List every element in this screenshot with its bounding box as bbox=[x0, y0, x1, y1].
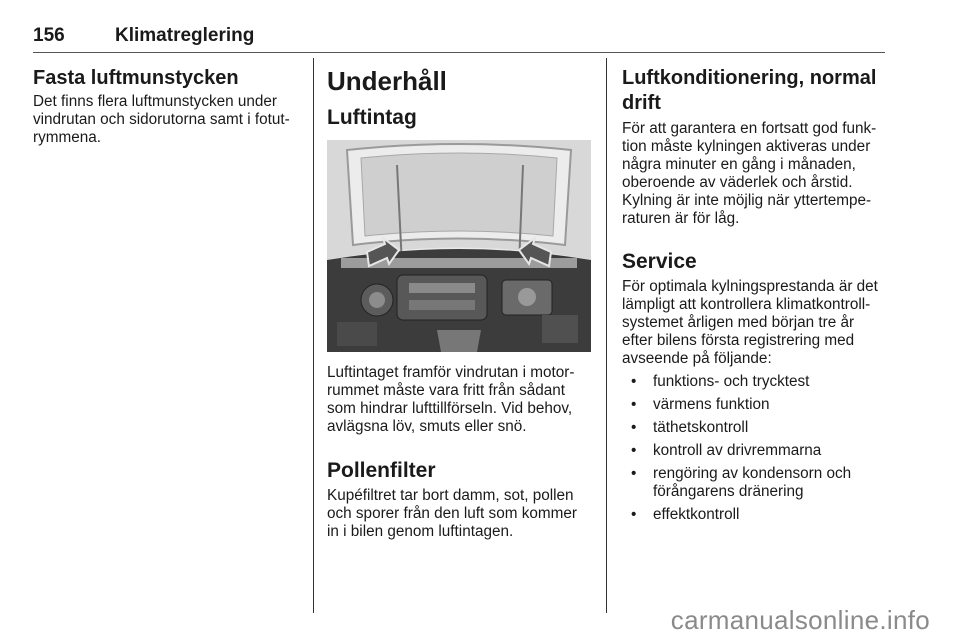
section-title-service: Service bbox=[622, 250, 697, 273]
engine-bay-photo bbox=[327, 140, 591, 352]
list-item: • kontroll av drivremmarna bbox=[631, 442, 822, 459]
page-header bbox=[33, 25, 885, 51]
list-item: • effektkontroll bbox=[631, 506, 740, 523]
text-line: systemet årligen med början tre år bbox=[622, 314, 855, 331]
section-title-air-conditioning bbox=[622, 66, 888, 116]
air-intake-text bbox=[327, 364, 592, 436]
text-line: några minuter en gång i månaden, bbox=[622, 156, 856, 173]
fixed-vents-text bbox=[33, 93, 303, 147]
text-line: vindrutan och sidorutorna samt i fotut- bbox=[33, 111, 290, 128]
chapter-title: Klimatreglering bbox=[115, 25, 255, 46]
section-title-maintenance: Underhåll bbox=[327, 66, 447, 96]
text-line: rymmena. bbox=[33, 129, 101, 146]
section-title-fixed-vents: Fasta luftmunstycken bbox=[33, 67, 239, 89]
list-item: • värmens funktion bbox=[631, 396, 770, 413]
subsection-title-pollen-filter: Pollenfilter bbox=[327, 459, 436, 482]
subsection-title-air-intake: Luftintag bbox=[327, 106, 417, 129]
text-line: lämpligt att kontrollera klimatkontroll- bbox=[622, 296, 871, 313]
text-line: Kupéfiltret tar bort damm, sot, pollen bbox=[327, 487, 574, 504]
list-item: • rengöring av kondensorn och förångarens dränering bbox=[631, 465, 852, 500]
column-divider-1 bbox=[313, 58, 314, 613]
text-line: rummet måste vara fritt från sådant bbox=[327, 382, 566, 399]
text-line: För optimala kylningsprestanda är det bbox=[622, 278, 878, 295]
text-line: efter bilens första registrering med bbox=[622, 332, 855, 349]
title-line: Luftkonditionering, normal bbox=[622, 67, 877, 89]
column-divider-2 bbox=[606, 58, 607, 613]
header-rule bbox=[33, 52, 885, 53]
watermark: carmanualsonline.info bbox=[670, 605, 930, 635]
text-line: avseende på följande: bbox=[622, 350, 772, 367]
air-conditioning-text bbox=[622, 120, 888, 228]
text-line: oberoende av väderlek och årstid. bbox=[622, 174, 853, 191]
service-checklist bbox=[622, 373, 888, 524]
service-text bbox=[622, 278, 888, 368]
bullet-icon: • bbox=[631, 442, 637, 459]
column-3 bbox=[622, 66, 888, 524]
bullet-icon: • bbox=[631, 419, 637, 436]
column-2-lower bbox=[327, 364, 592, 541]
text-line: och sporer från den luft som kommer bbox=[327, 505, 577, 522]
pollen-filter-text bbox=[327, 487, 592, 541]
title-line: drift bbox=[622, 92, 661, 114]
text-line: som hindrar lufttillförseln. Vid behov, bbox=[327, 400, 573, 417]
text-line: Luftintaget framför vindrutan i motor- bbox=[327, 364, 575, 381]
text-line: in i bilen genom luftintagen. bbox=[327, 523, 514, 540]
list-item: • täthetskontroll bbox=[631, 419, 749, 436]
text-line: För att garantera en fortsatt god funk- bbox=[622, 120, 877, 137]
text-line: Det finns flera luftmunstycken under bbox=[33, 93, 278, 110]
text-line: avlägsna löv, smuts eller snö. bbox=[327, 418, 527, 435]
text-line: tion måste kylningen aktiveras under bbox=[622, 138, 871, 155]
text-line: Kylning är inte möjlig när yttertempe- bbox=[622, 192, 872, 209]
page-number: 156 bbox=[33, 25, 65, 46]
bullet-icon: • bbox=[631, 506, 637, 523]
column-2 bbox=[327, 66, 592, 130]
bullet-icon: • bbox=[631, 373, 637, 390]
bullet-icon: • bbox=[631, 396, 637, 413]
bullet-icon: • bbox=[631, 465, 637, 482]
text-line: raturen är för låg. bbox=[622, 210, 740, 227]
column-1 bbox=[33, 66, 303, 147]
list-item: • funktions- och trycktest bbox=[631, 373, 810, 390]
